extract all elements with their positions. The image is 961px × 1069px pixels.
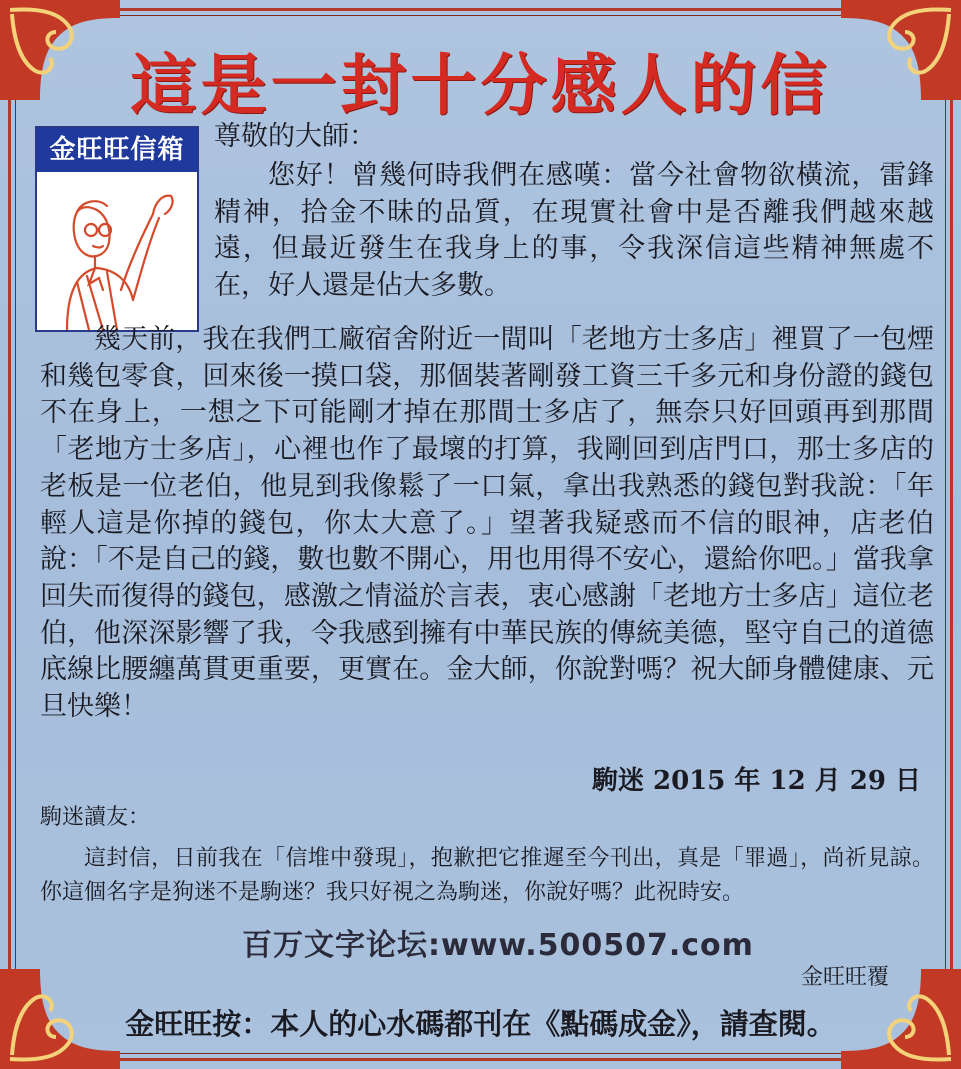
- headline: 這是一封十分感人的信: [130, 46, 831, 124]
- cartoon-man-icon: [37, 172, 197, 330]
- footer-note: 金旺旺按：本人的心水碼都刊在《點碼成金》，請查閱。: [125, 1007, 836, 1041]
- letter-paragraph: 您好！曾幾何時我們在感嘆：當今社會物欲橫流，雷鋒精神，拾金不昧的品質，在現實社會中是否離我們越來越遠，但最近發生在我身上的事，令我深信這些精神無處不在，好人還是佔大多數。: [214, 160, 934, 302]
- reply-salutation: 駒迷讀友：: [40, 805, 151, 830]
- reply-body: 這封信，日前我在「信堆中發現」，抱歉把它推遲至今刊出，真是「罪過」，尚祈見諒。你這個名字是狗迷不是駒迷？我只好視之為駒迷，你說好嗎？此祝時安。: [40, 846, 934, 905]
- letter-signature: 駒迷 2015 年 12 月 29 日: [591, 766, 921, 796]
- letter-paragraph: 幾天前，我在我們工廠宿舍附近一間叫「老地方士多店」裡買了一包煙和幾包零食，回來後一摸口袋，那個裝著剛發工資三千多元和身份證的錢包不在身上，一想之下可能剛才掉在那間士多店了，無奈只好回頭再到那間「老地方士多店」，心裡也作了最壞的打算，我剛回到店門口，那士多店的老板是一位老伯，他見到我像鬆了一口氣，拿出我熟悉的錢包對我說：「年輕人這是你掉的錢包，你太大意了。」望著我疑惑而不信的眼神，店老伯說：「不是自己的錢，數也數不開心，用也用得不安心，還給你吧。」當我拿回失而復得的錢包，感激之情溢於言表，衷心感謝「老地方士多店」這位老伯，他深深影響了我，令我感到擁有中華民族的傳統美德，堅守自己的道德底線比腰纏萬貫更重要，更實在。金大師，你說對嗎？祝大師身體健康、元旦快樂！: [40, 324, 934, 723]
- letter-salutation: 尊敬的大師：: [214, 121, 376, 152]
- reply-signature: 金旺旺覆: [800, 965, 889, 990]
- column-label: 金旺旺信箱: [37, 128, 197, 172]
- column-badge: [35, 126, 199, 332]
- watermark: 百万文字论坛:www.500507.com: [242, 928, 754, 963]
